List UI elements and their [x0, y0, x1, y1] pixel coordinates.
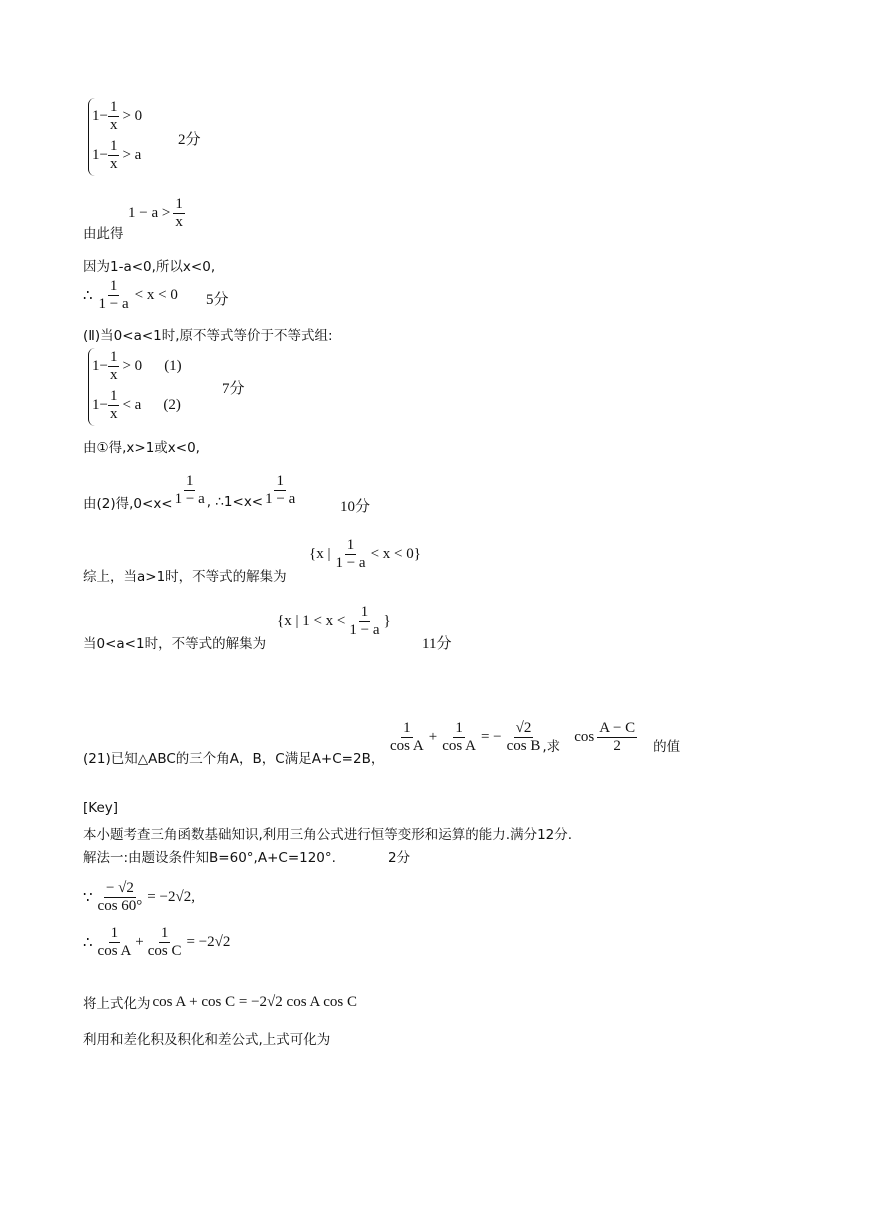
text-line: 因为1-a<0,所以x<0, — [83, 259, 216, 275]
text-line: 本小题考查三角函数基础知识,利用三角公式进行恒等变形和运算的能力.满分12分. — [83, 827, 573, 843]
inequality-row: 1− $\frac{1}{x}$ > a — [92, 138, 142, 172]
inequality-row: 1− $\frac{1}{x}$ > 0 (1) — [92, 349, 182, 383]
score: 11分 — [422, 636, 452, 652]
score: 2分 — [178, 132, 201, 148]
text-line: 由①得,x>1或x<0, — [83, 440, 200, 456]
inequality-row: 1− $\frac{1}{x}$ > 0 — [92, 99, 143, 133]
math-expression: 1 − a > $\frac{1}{x}$ — [128, 196, 183, 230]
math-expression: ∴ $\frac{1}{1 - a}$ < x < 0 — [83, 278, 178, 312]
text-line: 当0<a<1时，不等式的解集为 — [83, 636, 267, 652]
score: 5分 — [206, 292, 229, 308]
math-expression: 由(2)得,0<x< $\frac{1}{1 - a}$ , ∴1<x< $\frac{1}{1 - a}$ — [83, 473, 296, 512]
score: 7分 — [222, 381, 245, 397]
question-text: (21)已知△ABC的三个角A，B，C满足A+C=2B， — [83, 751, 385, 767]
text-line: (Ⅱ)当0<a<1时,原不等式等价于不等式组: — [83, 328, 333, 344]
inequality-row: 1− $\frac{1}{x}$ < a (2) — [92, 388, 181, 422]
text-line: 将上式化为 cos A + cos C = −2√2 cos A cos C — [83, 993, 357, 1012]
solution-set: {x | 1 < x < $\frac{1}{1 - a}$ } — [277, 604, 391, 638]
key-label: [Key] — [83, 800, 119, 816]
text-line: 解法一:由题设条件知B=60°,A+C=120°. — [83, 850, 336, 866]
solution-set: {x | $\frac{1}{1 - a}$ < x < 0} — [309, 537, 421, 571]
text-line: 综上，当a>1时，不等式的解集为 — [83, 569, 287, 585]
text-line: 利用和差化积及积化和差公式,上式可化为 — [83, 1032, 331, 1048]
score: 2分 — [388, 850, 411, 866]
math-expression: ∵ $\frac{- √2}{\cos 60^\circ}$ = −2√2, — [83, 880, 195, 914]
score: 10分 — [340, 499, 371, 515]
math-expression: ∴ $\frac{1}{\text{cos A}}$ + $\frac{1}{\text{cos C}}$ = −2√2 — [83, 925, 231, 959]
math-expression: $\frac{1}{\text{cos A}}$ + $\frac{1}{\text{cos A}}$ = − $\frac{√2}{\text{cos B}}$ ,求 cos $\frac{A - C}{2}$ 的值 — [390, 720, 681, 755]
text-line: 由此得 — [83, 226, 124, 242]
